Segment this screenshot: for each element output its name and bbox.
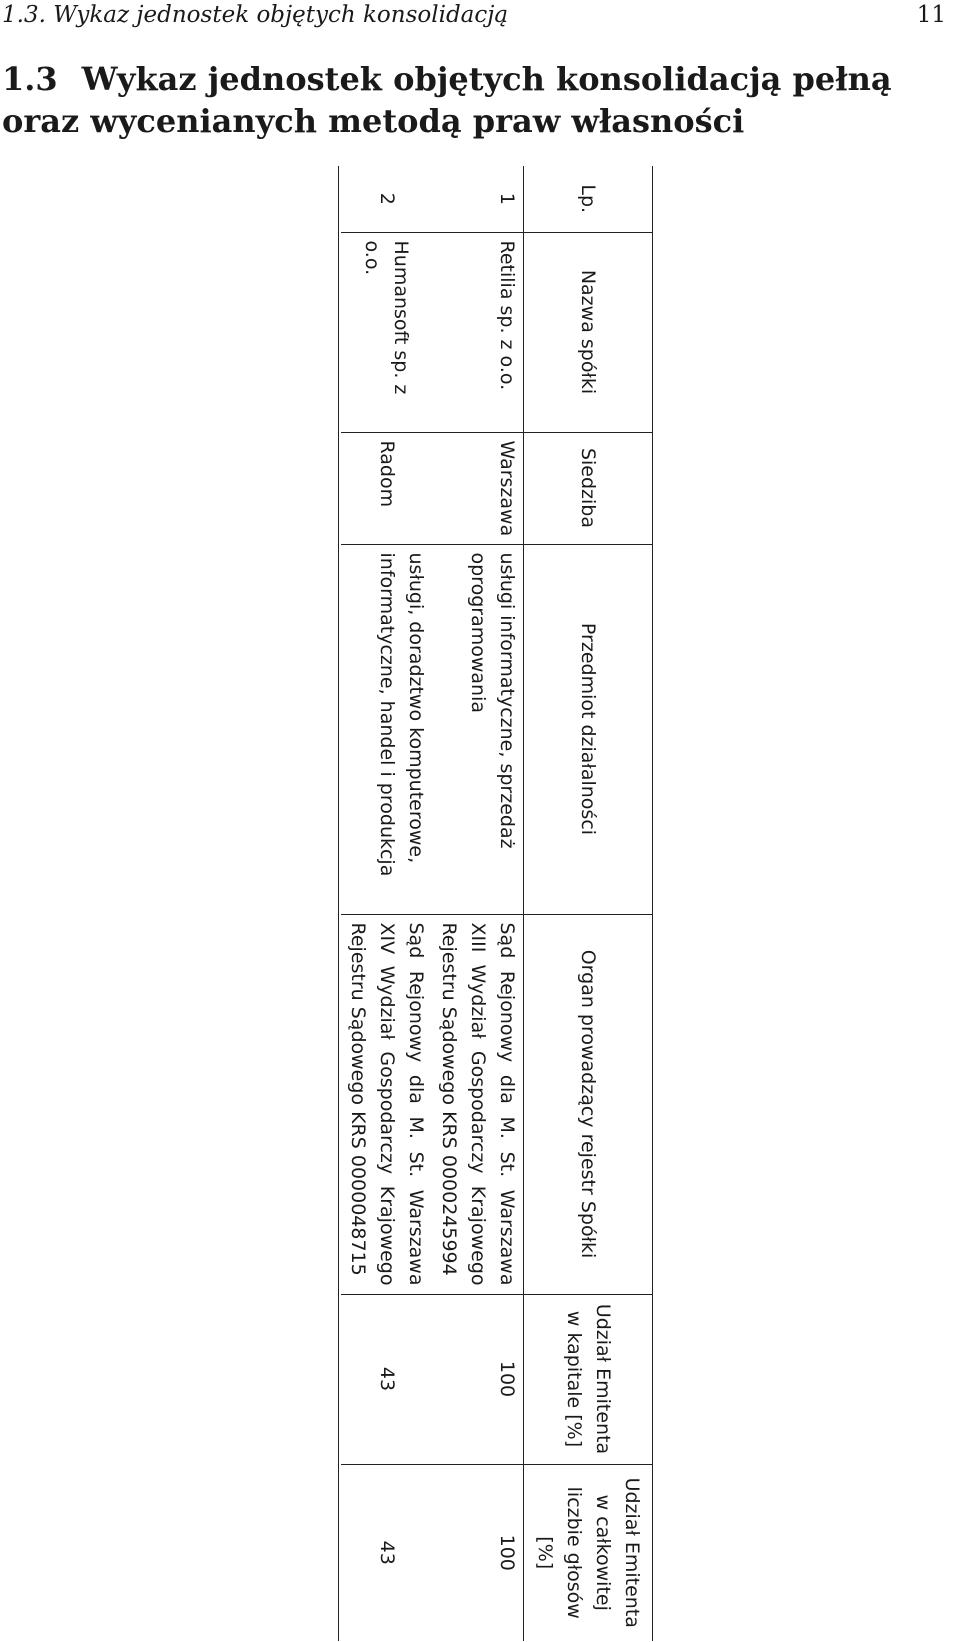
cell-share-votes: 43 bbox=[341, 1464, 432, 1641]
page-number: 11 bbox=[916, 2, 946, 28]
cell-registry: Sąd Rejonowy dla M. St. Warszawa XIII Wydział Gospodarczy Krajowego Rejestru Sądowego KRS 0000245994 bbox=[432, 914, 524, 1294]
cell-name: Retilia sp. z o.o. bbox=[432, 232, 524, 432]
cell-registry: Sąd Rejonowy dla M. St. Warszawa XIV Wydział Gospodarczy Krajowego Rejestru Sądowego KRS 0000048715 bbox=[341, 914, 432, 1294]
section-heading bbox=[2, 58, 950, 142]
cell-seat: Warszawa bbox=[432, 432, 524, 544]
cell-share-votes: 100 bbox=[432, 1464, 524, 1641]
rotated-table-container bbox=[0, 166, 652, 1641]
cell-lp: 1 bbox=[432, 166, 524, 232]
running-head-title: 1.3. Wykaz jednostek objętych konsolidacją bbox=[2, 2, 509, 28]
table-row bbox=[432, 166, 524, 1641]
cell-activity: usługi, doradztwo komputerowe, informatyczne, handel i produkcja bbox=[341, 544, 432, 914]
section-number: 1.3 bbox=[2, 60, 58, 98]
header-name: Nazwa spółki bbox=[524, 232, 653, 432]
table-row bbox=[341, 166, 432, 1641]
table-bottom-rule bbox=[338, 166, 339, 1641]
cell-name: Humansoft sp. z o.o. bbox=[341, 232, 432, 432]
header-activity: Przedmiot działalności bbox=[524, 544, 653, 914]
header-share-capital: Udział Emitenta w kapitale [%] bbox=[524, 1294, 653, 1464]
cell-seat: Radom bbox=[341, 432, 432, 544]
cell-share-capital: 43 bbox=[341, 1294, 432, 1464]
cell-share-capital: 100 bbox=[432, 1294, 524, 1464]
running-head bbox=[0, 0, 950, 34]
header-seat: Siedziba bbox=[524, 432, 653, 544]
cell-activity: usługi informatyczne, sprzedaż oprogramowania bbox=[432, 544, 524, 914]
section-title: Wykaz jednostek objętych konsolidacją pełną oraz wycenianych metodą praw własności bbox=[2, 60, 892, 140]
table-top-rule bbox=[652, 166, 653, 1641]
header-share-votes: Udział Emitenta w całkowitej liczbie głosów [%] bbox=[524, 1464, 653, 1641]
header-registry: Organ prowadzący rejestr Spółki bbox=[524, 914, 653, 1294]
consolidation-table bbox=[341, 166, 652, 1641]
table-header-row bbox=[524, 166, 653, 1641]
cell-lp: 2 bbox=[341, 166, 432, 232]
header-lp: Lp. bbox=[524, 166, 653, 232]
